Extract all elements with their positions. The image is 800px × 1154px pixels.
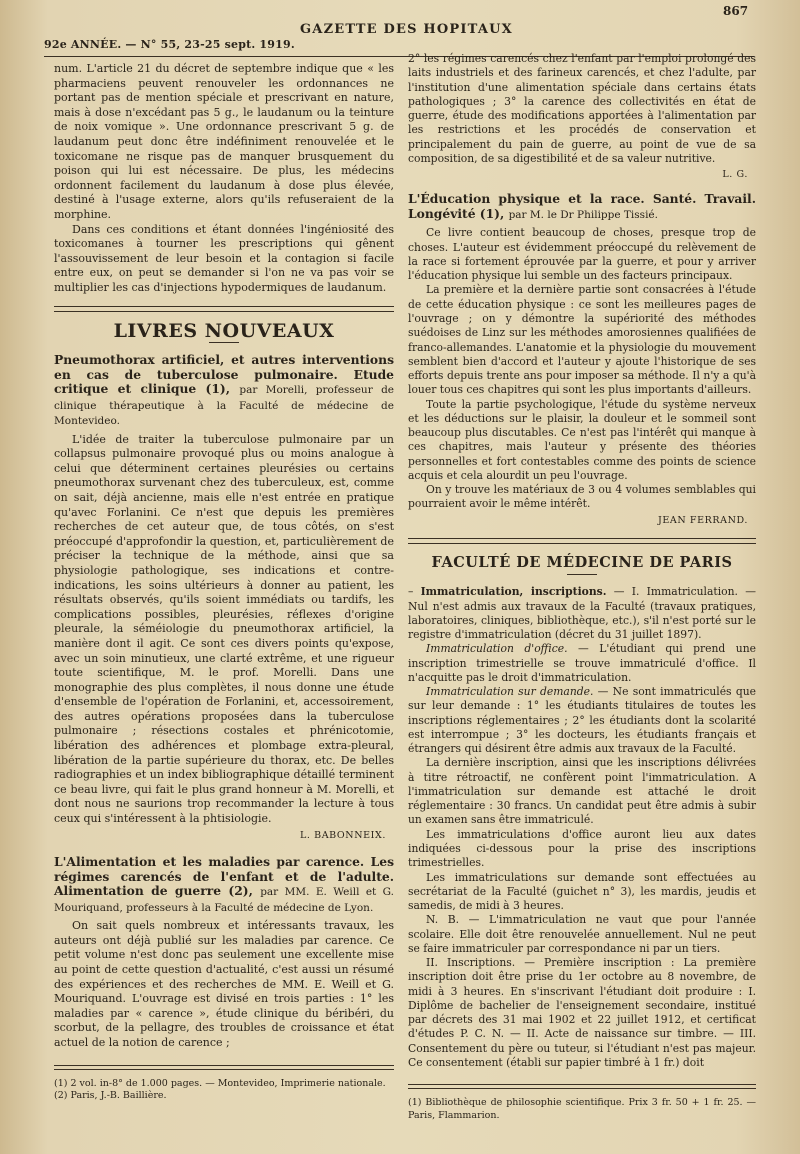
book3-paragraph-4: On y trouve les matériaux de 3 ou 4 volumes semblables qui pourraient avoir le même intérêt.: [408, 483, 756, 511]
faculty-paragraph-2: [408, 642, 756, 685]
carence-continuation: 2° les régimes carencés chez l'enfant par l'emploi prolongé des laits industriels et des farineux carencés, et chez l'adulte, par l'institution d'une alimentation spéciale dans certains états pathologiques ; 3° la carence des collectivités en état de guerre, étude des modifications apportées à l'alimentation par les restrictions et les procédés de conservation et principalement du pain de guerre, au point de vue de sa composition, de sa digestibilité et de sa valeur nutritive.: [408, 52, 756, 165]
faculty-p2-text: — L'étudiant qui prend une inscription trimestrielle se trouve immatriculé d'office. Il n'acquitte pas le droit d'immatriculation.: [408, 642, 756, 684]
footnote-2: (2) Paris, J.-B. Baillière.: [54, 1090, 167, 1102]
left-column: [54, 62, 394, 1103]
faculty-paragraph-5: Les immatriculations d'office auront lieu aux dates indiquées ci-dessous pour la prise des inscriptions trimestrielles.: [408, 827, 756, 870]
page-header: [0, 4, 800, 51]
journal-title: GAZETTE DES HOPITAUX: [300, 22, 513, 37]
faculty-p3-lead: Immatriculation sur demande.: [426, 685, 594, 699]
section-title-livres: LIVRES NOUVEAUX: [113, 319, 335, 342]
book3-title: [408, 192, 756, 222]
book1-title: [54, 353, 394, 429]
section-divider: [54, 306, 394, 312]
faculty-section-title: FACULTÉ DE MÉDECINE DE PARIS: [431, 553, 733, 571]
footnote-rule: [54, 1065, 394, 1070]
faculty-p2-lead: Immatriculation d'office.: [426, 642, 568, 656]
book3-title-text: L'Éducation physique et la race. Santé. Travail. Longévité (1),: [408, 191, 756, 221]
faculty-paragraph-3: [408, 685, 756, 756]
faculty-p1-text: — I. Immatriculation. — Nul n'est admis aux travaux de la Faculté (travaux pratiques, laboratoires, cliniques, bibliothèque, etc.), s'il n'est porté sur le registre d'immatriculation (décret du 31 juillet 1897).: [408, 585, 756, 642]
issue-info: 92e ANNÉE. — N° 55, 23-25 sept. 1919.: [44, 38, 295, 51]
right-footnote: (1) Bibliothèque de philosophie scientifique. Prix 3 fr. 50 + 1 fr. 25. — Paris, Flammarion.: [408, 1097, 756, 1121]
book2-byline: par MM. E. Weill et G. Mouriquand, professeurs à la Faculté de médecine de Lyon.: [54, 886, 395, 914]
faculty-divider: [408, 538, 756, 544]
book3-byline: par M. le Dr Philippe Tissié.: [508, 208, 658, 221]
faculty-paragraph-6: Les immatriculations sur demande sont effectuées au secrétariat de la Faculté (guichet n° 3), les mardis, jeudis et samedis, de midi à 3 heures.: [408, 870, 756, 913]
right-footnote-rule: [408, 1084, 756, 1089]
book2-review: On sait quels nombreux et intéressants travaux, les auteurs ont déjà publié sur les maladies par carence. Ce petit volume n'est donc pas seulement une excellente mise au point de cette question d'actualité, c'est aussi un résumé des expériences et des recherches de MM. E. Weill et G. Mouriquand. L'ouvrage est divisé en trois parties : 1° les maladies par « carence », étude clinique du béribéri, du scorbut, de la pellagre, des troubles de croissance et état actuel de la notion de carence ;: [54, 919, 394, 1049]
intro-paragraph-1: num. L'article 21 du décret de septembre indique que « les pharmaciens peuvent renouveler les ordonnances ne portant pas de mention spéciale et prescrivant en nature, mais à dose n'excédant pas 5 g., le laudanum ou la teinture de noix vomique ». Une ordonnance prescrivant 5 g. de laudanum peut donc être indéfiniment renouvelée et le toxicomane ne risque pas de manquer brusquement du poison qui lui est nécessaire. De plus, les médecins ordonnent facilement du laudanum à dose plus élevée, destiné à l'usage externe, alors qu'ils refuseraient de la morphine.: [54, 62, 394, 221]
faculty-paragraph-8: II. Inscriptions. — Première inscription : La première inscription doit être prise du 1er octobre au 8 novembre, de midi à 3 heures. En s'inscrivant l'étudiant doit produire : I. Diplôme de bachelier de l'enseignement secondaire, institué par décrets des 31 mai 1902 et 22 juillet 1912, et certificat d'études P. C. N. — II. Acte de naissance sur timbre. — III. Consentement du père ou tuteur, si l'étudiant n'est pas majeur. Ce consentement (établi sur papier timbré à 1 fr.) doit: [408, 956, 756, 1069]
book3-paragraph-3: Toute la partie psychologique, l'étude du système nerveux et les déductions sur le plaisir, la douleur et le sommeil sont beaucoup plus discutables. Ce n'est pas l'intérêt qui manque à ces chapitres, mais l'auteur y présente des théories personnelles et fort contestables comme des points de science acquis et cela alourdit un peu l'ouvrage.: [408, 397, 756, 482]
book3-paragraph-1: Ce livre contient beaucoup de choses, presque trop de choses. L'auteur est évidemment préoccupé du relèvement de la race si fortement éprouvée par la guerre, et pour y arriver l'éducation physique lui semble un des facteurs principaux.: [408, 226, 756, 283]
faculty-p1-heading: Immatriculation, inscriptions.: [420, 585, 607, 599]
intro-paragraph-2: Dans ces conditions et étant données l'ingéniosité des toxicomanes à tourner les prescriptions qui gênent l'assouvissement de leur besoin et la contagion si facile entre eux, on peut se demander si l'on ne va pas voir se multiplier les cas d'injections hypodermiques de laudanum.: [54, 222, 394, 294]
carence-signature: L. G.: [722, 169, 748, 181]
faculty-paragraph-1: – Immatriculation, inscriptions. — I. Immatriculation. — Nul n'est admis aux travaux de la Faculté (travaux pratiques, laboratoires, cliniques, bibliothèque, etc.), s'il n'est porté sur le registre d'immatriculation (décret du 31 juillet 1897).: [408, 585, 756, 642]
faculty-ornament: [567, 574, 597, 575]
book2-title: [54, 855, 394, 915]
book2-title-text: L'Alimentation et les maladies par carence. Les régimes carencés de l'enfant et de l'adulte. Alimentation de guerre (2),: [54, 854, 394, 899]
book1-byline: par Morelli, professeur de clinique thérapeutique à la Faculté de médecine de Montevideo.: [54, 384, 394, 428]
faculty-p3-text: — Ne sont immatriculés que sur leur demande : 1° les étudiants titulaires de toutes les inscriptions réglementaires ; 2° les étudiants dont la scolarité est interrompue ; 3° les docteurs, les étudiants français et étrangers qui désirent être admis aux travaux de la Faculté.: [408, 685, 756, 756]
book3-paragraph-2: La première et la dernière partie sont consacrées à l'étude de cette éducation physique : ce sont les meilleures pages de l'ouvrage ; on y démontre la supériorité des méthodes suédoises de Linz sur les méthodes amorosiennes qualifiées de franco-allemandes. L'anatomie et la physiologie du mouvement semblent bien d'accord et l'auteur y ajoute l'historique de ses efforts depuis trente ans pour imposer sa méthode. Il n'y a qu'à louer tous ces chapitres qui sont les plus importants d'ailleurs.: [408, 283, 756, 397]
book1-review: L'idée de traiter la tuberculose pulmonaire par un collapsus pulmonaire provoqué plus ou moins analogue à celui que déterminent certaines pleurésies ou certains pneumothorax survenant chez des tuberculeux, est, comme on sait, déjà ancienne, mais elle n'est entrée en pratique qu'avec Forlanini. Ce n'est que depuis les premières recherches de cet auteur que, de tous côtés, on s'est préoccupé d'approfondir la question, et, particulièrement de préciser la technique de la méthode, ainsi que sa physiologie pathologique, ses indications et contre-indications, les soins ultérieurs à donner au patient, les résultats observés, qu'ils soient immédiats ou tardifs, les complications possibles, pleurésies, réflexes d'origine pleurale, la séméiologie du pneumothorax artificiel, la manière dont il agit. Ce sont ces divers points qu'expose, avec un soin minutieux, une clarté extrême, et une rigueur toute scientifique, M. le prof. Morelli. Dans une monographie des plus complètes, il nous donne une étude d'ensemble de l'opération de Forlanini, et, accessoirement, des autres opérations proposées dans la tuberculose pulmonaire ; résections costales et phrénicotomie, libération des adhérences et plombage extra-pleural, libération de la partie supérieure du thorax, etc. De belles radiographies et un index bibliographique détaillé terminent ce beau livre, qui fait le plus grand honneur à M. Morelli, et dont nous ne saurions trop recommander la lecture à tous ceux qui s'intéressent à la phtisiologie.: [54, 432, 394, 826]
ornament-rule: [209, 342, 239, 343]
right-column: [408, 52, 756, 1122]
footnote-1: (1) 2 vol. in-8° de 1.000 pages. — Montevideo, Imprimerie nationale.: [54, 1077, 386, 1089]
faculty-paragraph-4: La dernière inscription, ainsi que les inscriptions délivrées à titre rétroactif, ne confèrent point l'immatriculation. A l'immatriculation sur demande est attaché le droit réglementaire : 30 francs. Un candidat peut être admis à subir un examen sans être immatriculé.: [408, 756, 756, 827]
book3-signature: JEAN FERRAND.: [657, 514, 748, 526]
book1-signature: L. BABONNEIX.: [299, 829, 386, 841]
page-number: 867: [723, 4, 749, 18]
faculty-paragraph-7: N. B. — L'immatriculation ne vaut que pour l'année scolaire. Elle doit être renouvelée annuellement. Nul ne peut se faire immatriculer par correspondance ni par un tiers.: [408, 913, 756, 955]
book1-title-text: Pneumothorax artificiel, et autres interventions en cas de tuberculose pulmonaire. Etude critique et clinique (1),: [54, 352, 394, 397]
